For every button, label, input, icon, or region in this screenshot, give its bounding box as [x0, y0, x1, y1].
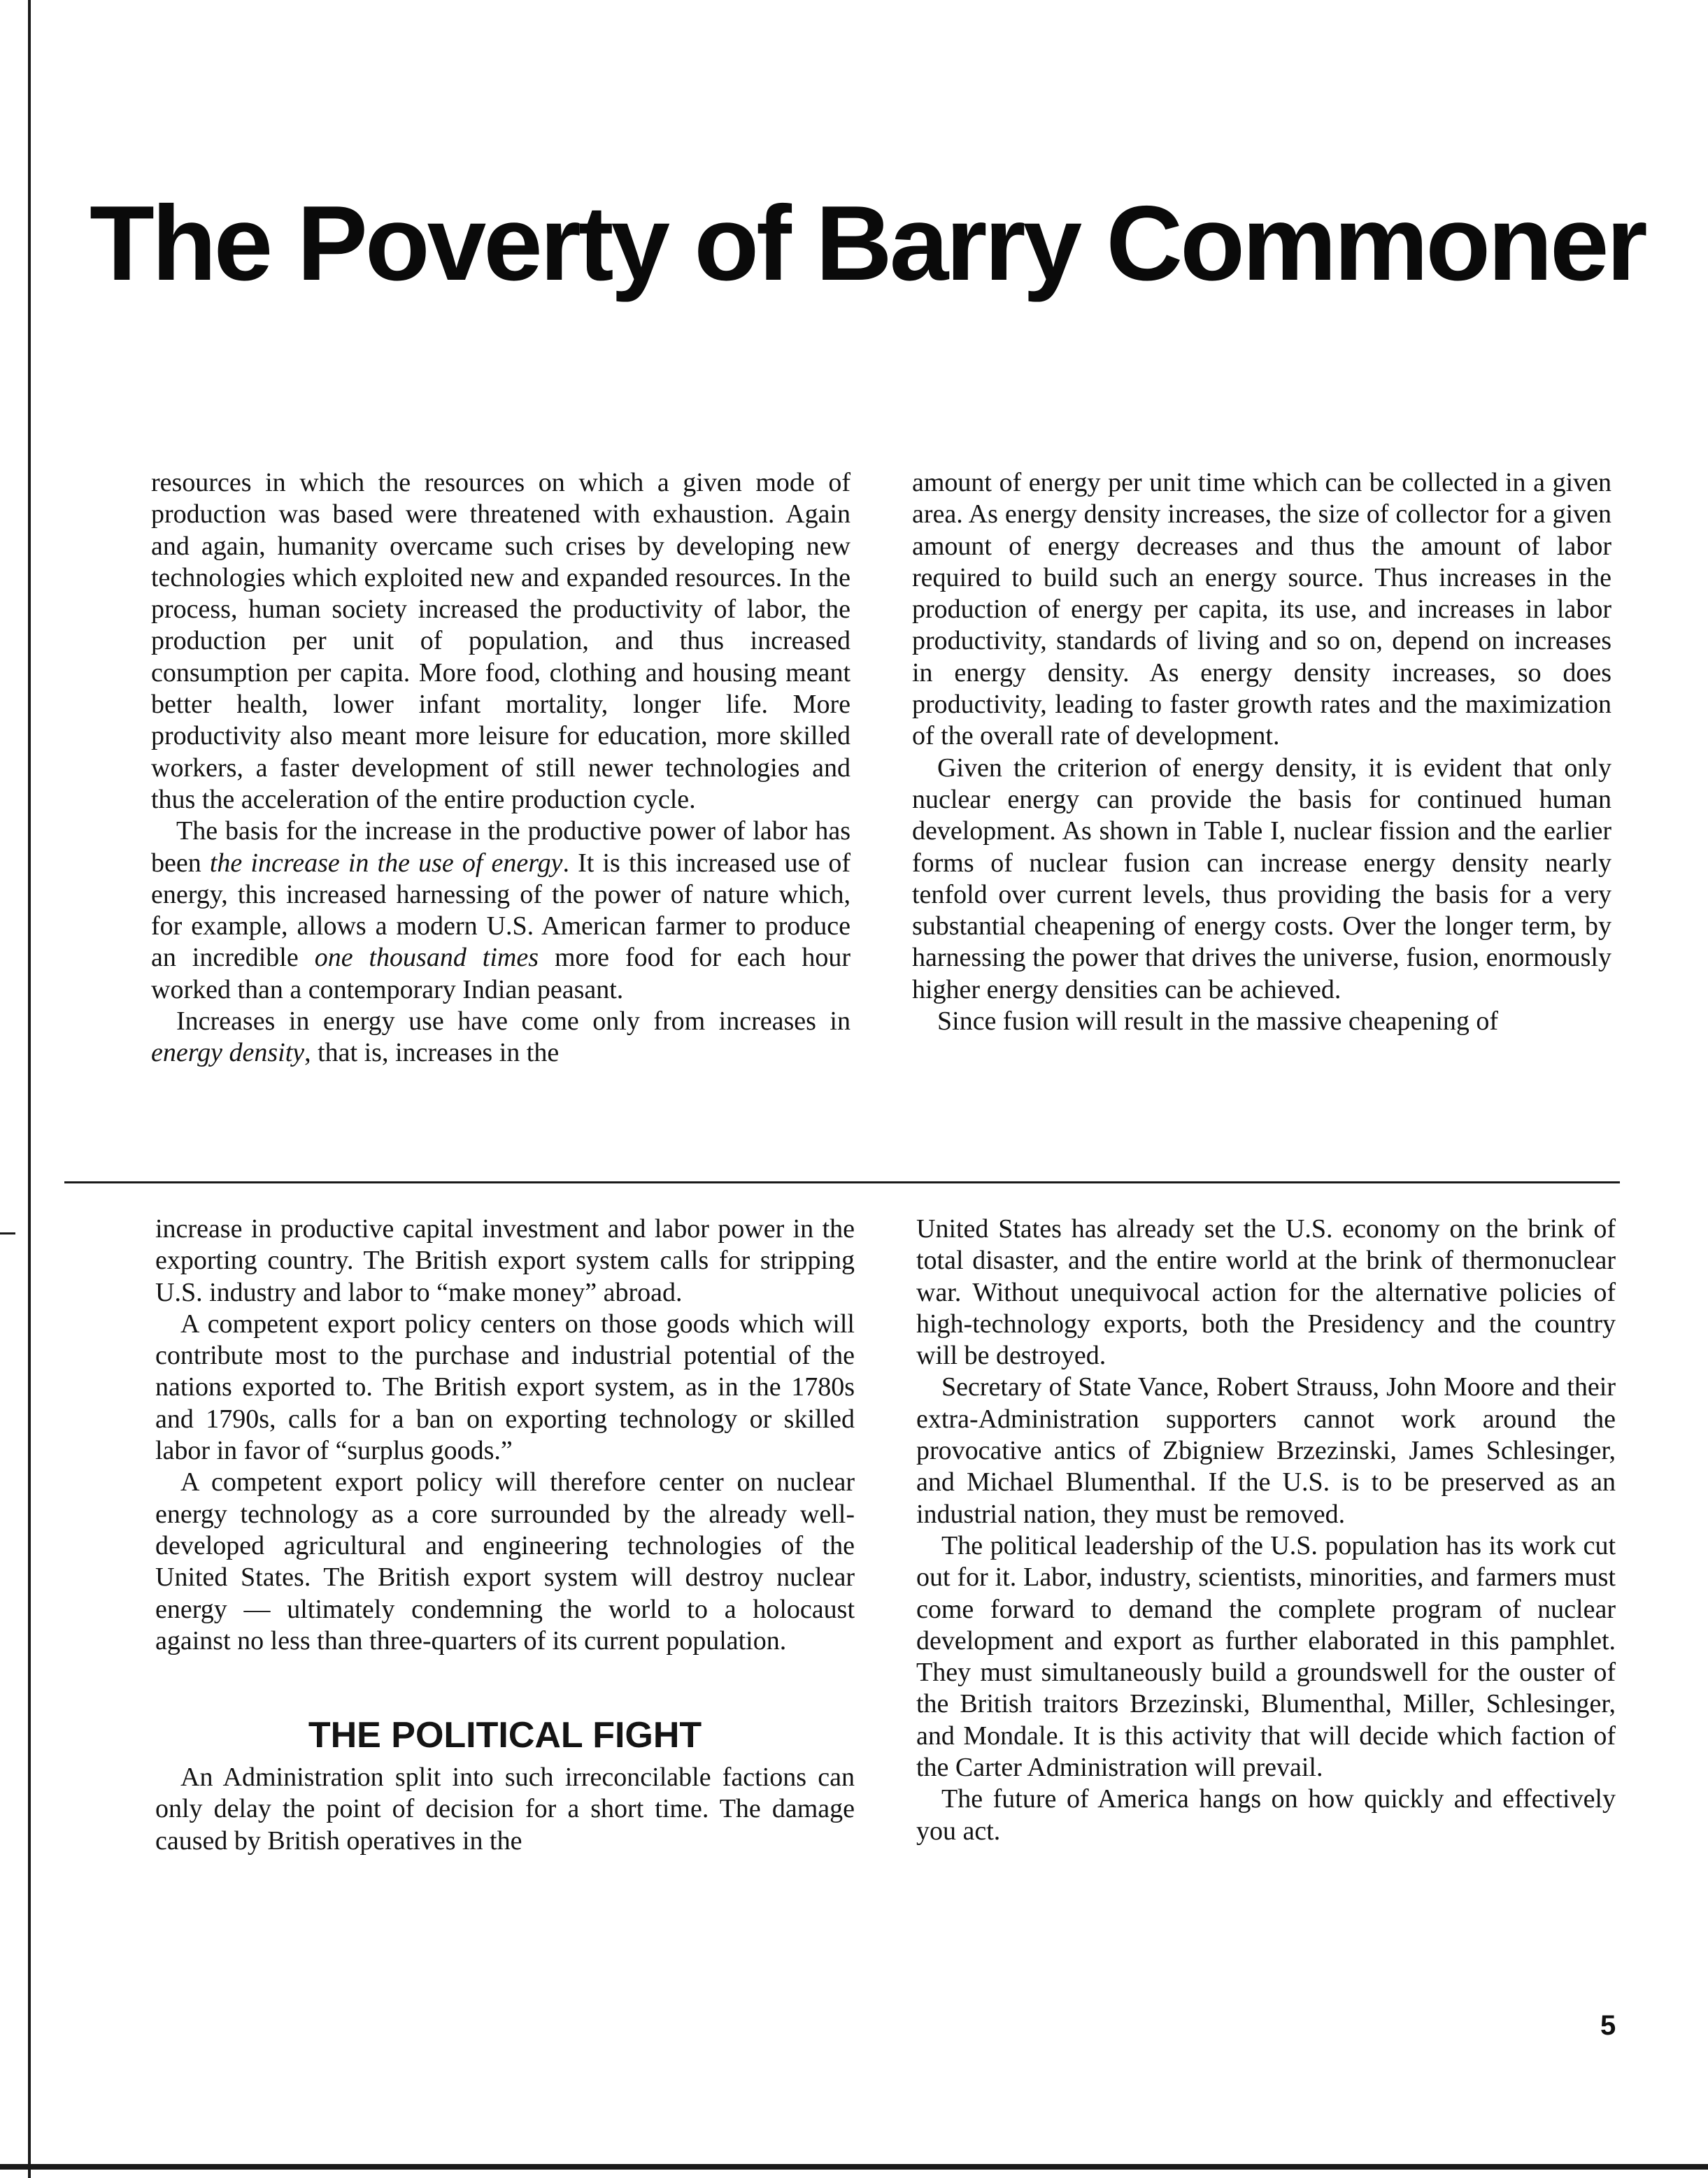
- top-right-column: [912, 467, 1611, 1037]
- top-left-column: [151, 467, 851, 1069]
- paragraph: Secretary of State Vance, Robert Strauss, John Moore and their extra-Administration supporters cannot work around the provocative antics of Zbigniew Brzezinski, James Schlesinger, and Michael Blumenthal. If the U.S. is to be preserved as an industrial nation, they must be removed.: [916, 1372, 1616, 1529]
- paragraph: The basis for the increase in the productive power of labor has been the increase in the use of energy. It is this increased use of energy, this increased harnessing of the power of nature which, for example, allows a modern U.S. American farmer to produce an incredible one thousand times more food for each hour worked than a contemporary Indian peasant.: [151, 816, 851, 1004]
- paragraph: amount of energy per unit time which can be collected in a given area. As energy density increases, the size of collector for a given amount of energy decreases and thus the amount of labor required to build such an energy source. Thus increases in the production of energy per capita, its use, and increases in labor productivity, standards of living and so on, depend on increases in energy density. As energy density increases, so does productivity, leading to faster growth rates and the maximization of the overall rate of development.: [912, 468, 1611, 751]
- bottom-right-column: [916, 1213, 1616, 1847]
- paragraph: The future of America hangs on how quickly and effectively you act.: [916, 1784, 1616, 1846]
- page-title: The Poverty of Barry Commoner: [90, 184, 1645, 303]
- bottom-left-column: [155, 1213, 855, 1857]
- paragraph: resources in which the resources on which a given mode of production was based were threatened with exhaustion. Again and again, humanity overcame such crises by developing new technologies which exploited new and expanded resources. In the process, human society increased the productivity of labor, the production per unit of population, and thus increased consumption per capita. More food, clothing and housing meant better health, lower infant mortality, longer life. More productivity also meant more leisure for education, more skilled workers, a faster development of still newer technologies and thus the acceleration of the entire production cycle.: [151, 468, 851, 814]
- paragraph: increase in productive capital investment and labor power in the exporting country. The British export system calls for stripping U.S. industry and labor to “make money” abroad.: [155, 1214, 855, 1307]
- bottom-page-border: [0, 2164, 1708, 2170]
- paragraph: United States has already set the U.S. economy on the brink of total disaster, and the entire world at the brink of thermonuclear war. Without unequivocal action for the alternative policies of high-technology exports, both the Presidency and the country will be destroyed.: [916, 1214, 1616, 1371]
- margin-tick-mark: [0, 1232, 15, 1234]
- paragraph: Increases in energy use have come only from increases in energy density, that is, increases in the: [151, 1006, 851, 1068]
- page-number: 5: [1600, 2010, 1616, 2041]
- paragraph: A competent export policy centers on those goods which will contribute most to the purchase and industrial potential of the nations exported to. The British export system, as in the 1780s and 1790s, calls for a ban on exporting technology or skilled labor in favor of “surplus goods.”: [155, 1309, 855, 1466]
- paragraph: The political leadership of the U.S. population has its work cut out for it. Labor, industry, scientists, minorities, and farmers must come forward to demand the complete program of nuclear development and export as further elaborated in this pamphlet. They must simultaneously build a groundswell for the ouster of the British traitors Brzezinski, Blumenthal, Miller, Schlesinger, and Mondale. It is this activity that will decide which faction of the Carter Administration will prevail.: [916, 1530, 1616, 1783]
- paragraph: Since fusion will result in the massive cheapening of: [937, 1006, 1499, 1037]
- paragraph: Given the criterion of energy density, it is evident that only nuclear energy can provide the basis for continued human development. As shown in Table I, nuclear fission and the earlier forms of nuclear fusion can increase energy density nearly tenfold over current levels, thus providing the basis for a very substantial cheapening of energy costs. Over the longer term, by harnessing the power that drives the universe, fusion, enormously higher energy densities can be achieved.: [912, 753, 1611, 1004]
- left-page-border: [28, 0, 31, 2178]
- paragraph: An Administration split into such irreconcilable factions can only delay the point of decision for a short time. The damage caused by British operatives in the: [155, 1763, 855, 1856]
- section-divider: [64, 1181, 1620, 1183]
- paragraph: A competent export policy will therefore center on nuclear energy technology as a core surrounded by the already well-developed agricultural and engineering technologies of the United States. The British export system will destroy nuclear energy — ultimately condemning the world to a holocaust against no less than three-quarters of its current population.: [155, 1467, 855, 1656]
- section-heading: THE POLITICAL FIGHT: [308, 1715, 702, 1756]
